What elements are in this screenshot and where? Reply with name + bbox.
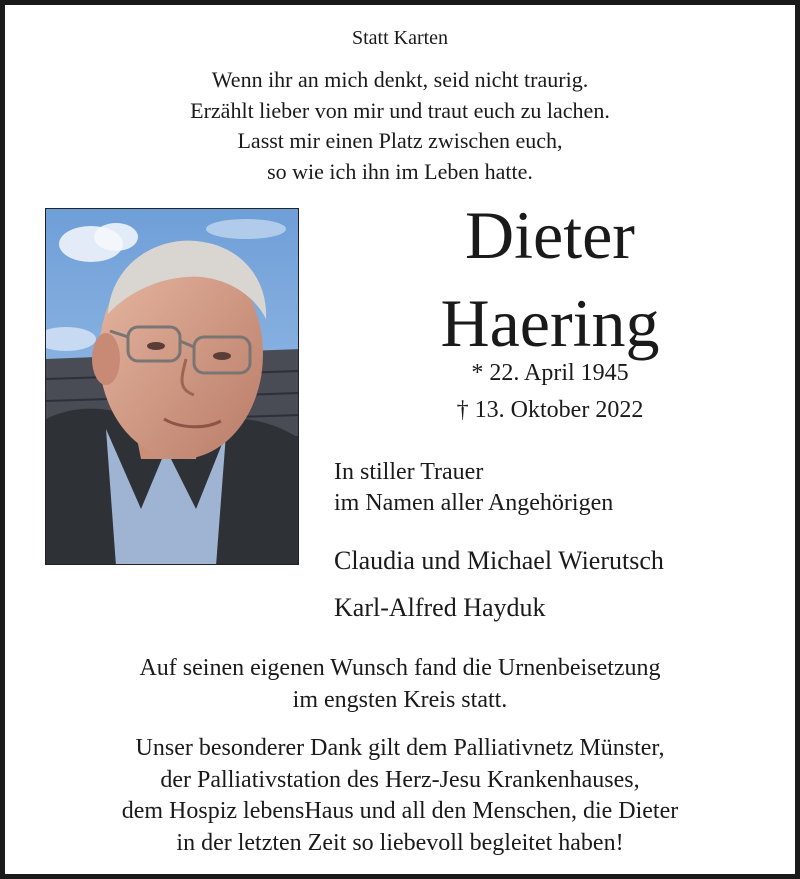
notice-line: Auf seinen eigenen Wunsch fand die Urnenbeisetzung (139, 655, 661, 681)
thanks-line: der Palliativstation des Herz-Jesu Krankenhauses, (160, 766, 640, 793)
mourning-line: im Namen aller Angehörigen (334, 490, 614, 516)
thanks-line: Unser besonderer Dank gilt dem Palliativnetz Münster, (135, 735, 665, 761)
life-dates (355, 355, 745, 429)
portrait-photo (45, 208, 299, 565)
family-name: Karl-Alfred Hayduk (334, 593, 546, 622)
poem-line: Wenn ihr an mich denkt, seid nicht traurig. (211, 67, 589, 92)
mourning-line: In stiller Trauer (334, 459, 484, 485)
header-text: Statt Karten (351, 27, 449, 49)
poem-line: Erzählt lieber von mir und traut euch zu lachen. (190, 97, 610, 123)
poem-line: Lasst mir einen Platz zwischen euch, (237, 128, 563, 153)
burial-notice (5, 652, 795, 716)
mourning-text (334, 457, 613, 519)
death-date: † 13. Oktober 2022 (456, 397, 644, 423)
thanks-line: dem Hospiz lebensHaus und all den Menschen, die Dieter (121, 798, 679, 824)
last-name: Haering (440, 285, 660, 361)
family-names (334, 537, 664, 631)
thanks-text (5, 733, 795, 859)
deceased-name (355, 191, 745, 367)
thanks-line: in der letzten Zeit so liebevoll begleitet haben! (176, 829, 624, 856)
poem (5, 65, 795, 187)
first-name: Dieter (465, 197, 635, 273)
notice-line: im engsten Kreis statt. (292, 687, 508, 713)
birth-date: * 22. April 1945 (471, 360, 629, 386)
poem-line: so wie ich ihn im Leben hatte. (267, 158, 533, 184)
family-name: Claudia und Michael Wierutsch (334, 546, 664, 575)
